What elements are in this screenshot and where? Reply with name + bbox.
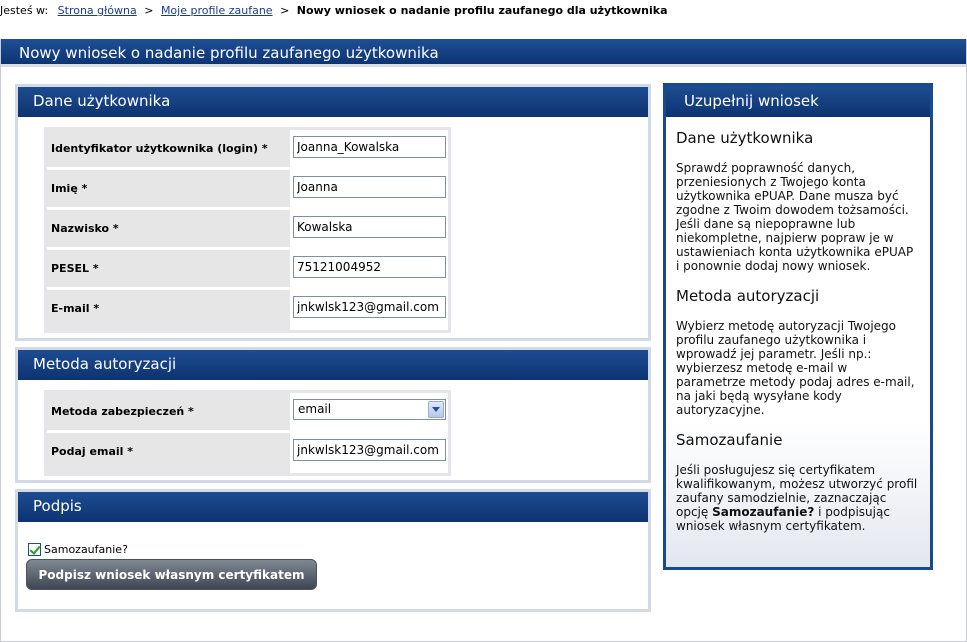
email-input[interactable] [293,296,446,318]
help-sidebar [663,83,933,570]
form-row-auth-email [47,433,448,473]
help-text-self-trust-before: Jeśli posługujesz się certyfikatem kwalifikowanym, możesz utworzyć profil zaufany samodzielnie, zaznaczając opcję [676,463,918,519]
help-text-self-trust [676,463,920,533]
form-row-login [47,130,448,170]
breadcrumb-separator: > [144,4,154,17]
panel-user-data [15,84,651,341]
panel-auth-method [15,347,651,483]
help-text-user-data: Sprawdź poprawność danych, przeniesionych z Twojego konta użytkownika ePUAP. Dane musza być zgodne z Twoim dowodem tożsamości. Jeśli dane są niepoprawne lub niekompletne, najpierw popraw je w ustawieniach konta użytkownika ePUAP i ponownie dodaj nowy wniosek. [676,161,914,273]
panel-user-data-title: Dane użytkownika [18,87,648,117]
breadcrumb-link-home[interactable]: Strona główna [57,4,137,17]
self-trust-checkbox-row [28,543,128,556]
auth-form [44,390,451,476]
form-row-last-name [47,210,448,250]
auth-email-input[interactable] [293,439,446,461]
breadcrumb [0,4,668,22]
panel-auth-method-title: Metoda autoryzacji [18,350,648,380]
breadcrumb-separator: > [280,4,290,17]
auth-method-selected-value: email [298,402,332,416]
auth-method-label: Metoda zabezpieczeń * [47,393,290,430]
form-row-pesel [47,250,448,290]
breadcrumb-link-trusted-profiles[interactable]: Moje profile zaufane [160,4,273,17]
page-title: Nowy wniosek o nadanie profilu zaufanego użytkownika [1,39,966,67]
help-text-self-trust-option: Samozaufanie? [712,505,815,519]
last-name-input[interactable] [293,216,446,238]
breadcrumb-prefix: Jesteś w: [0,4,49,17]
help-heading-auth-method: Metoda autoryzacji [676,287,820,305]
help-text-self-trust-after: i podpisując wniosek własnym certyfikatem. [676,505,890,533]
form-row-auth-method [47,393,448,433]
help-sidebar-title: Uzupełnij wniosek [666,86,930,117]
help-heading-user-data: Dane użytkownika [676,129,814,147]
form-row-email [47,290,448,330]
self-trust-checkbox[interactable] [28,543,41,556]
auth-email-label: Podaj email * [47,433,290,473]
auth-method-select[interactable] [293,399,446,420]
email-label: E-mail * [47,290,290,330]
pesel-input[interactable] [293,256,446,278]
help-text-auth-method: Wybierz metodę autoryzacji Twojego profilu zaufanego użytkownika i wprowadź jej parametr. Jeśli np.: wybierzesz metodę e-mail w parametrze metody podaj adres e-mail, na jaki będą wysyłane kody autoryzacyjne. [676,319,915,417]
first-name-label: Imię * [47,170,290,207]
panel-signature [15,489,651,612]
help-heading-self-trust: Samozaufanie [676,431,783,449]
sign-with-own-certificate-button[interactable]: Podpisz wniosek własnym certyfikatem [26,559,317,590]
first-name-input[interactable] [293,176,446,198]
breadcrumb-current: Nowy wniosek o nadanie profilu zaufanego dla użytkownika [296,4,668,17]
chevron-down-icon[interactable] [428,401,444,418]
pesel-label: PESEL * [47,250,290,287]
login-label: Identyfikator użytkownika (login) * [47,130,290,167]
panel-signature-title: Podpis [18,492,648,522]
form-row-first-name [47,170,448,210]
last-name-label: Nazwisko * [47,210,290,247]
self-trust-checkbox-label[interactable]: Samozaufanie? [44,543,128,556]
user-data-form [44,127,451,333]
login-input[interactable] [293,136,446,158]
